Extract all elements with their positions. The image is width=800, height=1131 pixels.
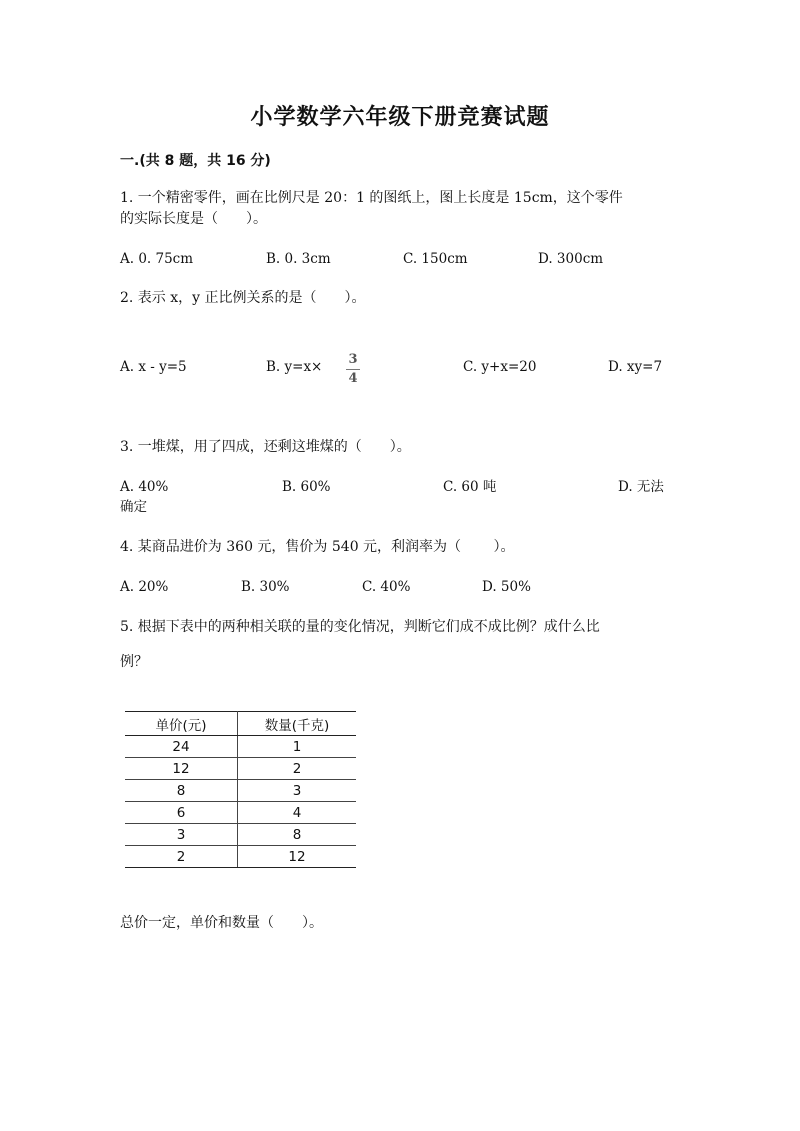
question-3-option-d: D. 无法	[618, 479, 664, 495]
question-4-option-a: A. 20%	[120, 579, 169, 595]
question-2-option-c: C. y+x=20	[463, 359, 537, 375]
table-cell: 8	[125, 780, 238, 802]
question-2-option-a: A. x - y=5	[120, 359, 187, 375]
table-row	[125, 846, 356, 868]
table-row	[125, 824, 356, 846]
column-header-quantity: 数量(千克)	[238, 712, 357, 736]
table-row	[125, 736, 356, 758]
question-1-option-d: D. 300cm	[538, 251, 604, 267]
price-quantity-table	[125, 711, 356, 868]
question-1-line-2: 的实际长度是（ ）。	[120, 211, 267, 227]
table-cell: 2	[125, 846, 238, 868]
question-3-option-c: C. 60 吨	[443, 479, 497, 495]
question-4-option-b: B. 30%	[241, 579, 290, 595]
question-3-option-d-wrap: 确定	[120, 499, 147, 515]
section-heading: 一.(共 8 题，共 16 分)	[120, 153, 271, 169]
question-5-line-2: 例？	[120, 654, 148, 670]
fraction-denominator: 4	[348, 371, 358, 386]
question-2-line-1: 2. 表示 x，y 正比例关系的是（ ）。	[120, 290, 366, 306]
table-cell: 24	[125, 736, 238, 758]
question-4-option-c: C. 40%	[362, 579, 411, 595]
table-cell: 12	[125, 758, 238, 780]
page-title: 小学数学六年级下册竞赛试题	[250, 104, 550, 130]
table-cell: 12	[238, 846, 357, 868]
question-2-option-d: D. xy=7	[608, 359, 663, 375]
table-cell: 4	[238, 802, 357, 824]
table-cell: 2	[238, 758, 357, 780]
column-header-unit-price: 单价(元)	[125, 712, 238, 736]
fraction-numerator: 3	[348, 352, 358, 367]
question-1-option-c: C. 150cm	[403, 251, 468, 267]
question-5-followup: 总价一定，单价和数量（ ）。	[120, 915, 323, 931]
question-1-option-a: A. 0. 75cm	[120, 251, 194, 267]
question-3-option-a: A. 40%	[120, 479, 169, 495]
table-row	[125, 780, 356, 802]
question-1-option-b: B. 0. 3cm	[266, 251, 331, 267]
table-cell: 3	[238, 780, 357, 802]
table-row	[125, 758, 356, 780]
table-cell: 6	[125, 802, 238, 824]
question-4-option-d: D. 50%	[482, 579, 531, 595]
table-cell: 8	[238, 824, 357, 846]
question-1-line-1: 1. 一个精密零件，画在比例尺是 20：1 的图纸上，图上长度是 15cm，这个零件	[120, 190, 623, 206]
fraction-bar	[346, 369, 360, 370]
question-3-option-b: B. 60%	[282, 479, 331, 495]
fraction-three-quarters	[345, 352, 361, 387]
question-2-option-b: B. y=x×	[266, 359, 323, 375]
table-row	[125, 802, 356, 824]
table-cell: 1	[238, 736, 357, 758]
question-3-line-1: 3. 一堆煤，用了四成，还剩这堆煤的（ ）。	[120, 439, 411, 455]
table-header-row	[125, 712, 356, 736]
question-5-line-1: 5. 根据下表中的两种相关联的量的变化情况，判断它们成不成比例？成什么比	[120, 619, 600, 635]
table-cell: 3	[125, 824, 238, 846]
question-4-line-1: 4. 某商品进价为 360 元，售价为 540 元，利润率为（ ）。	[120, 539, 515, 555]
